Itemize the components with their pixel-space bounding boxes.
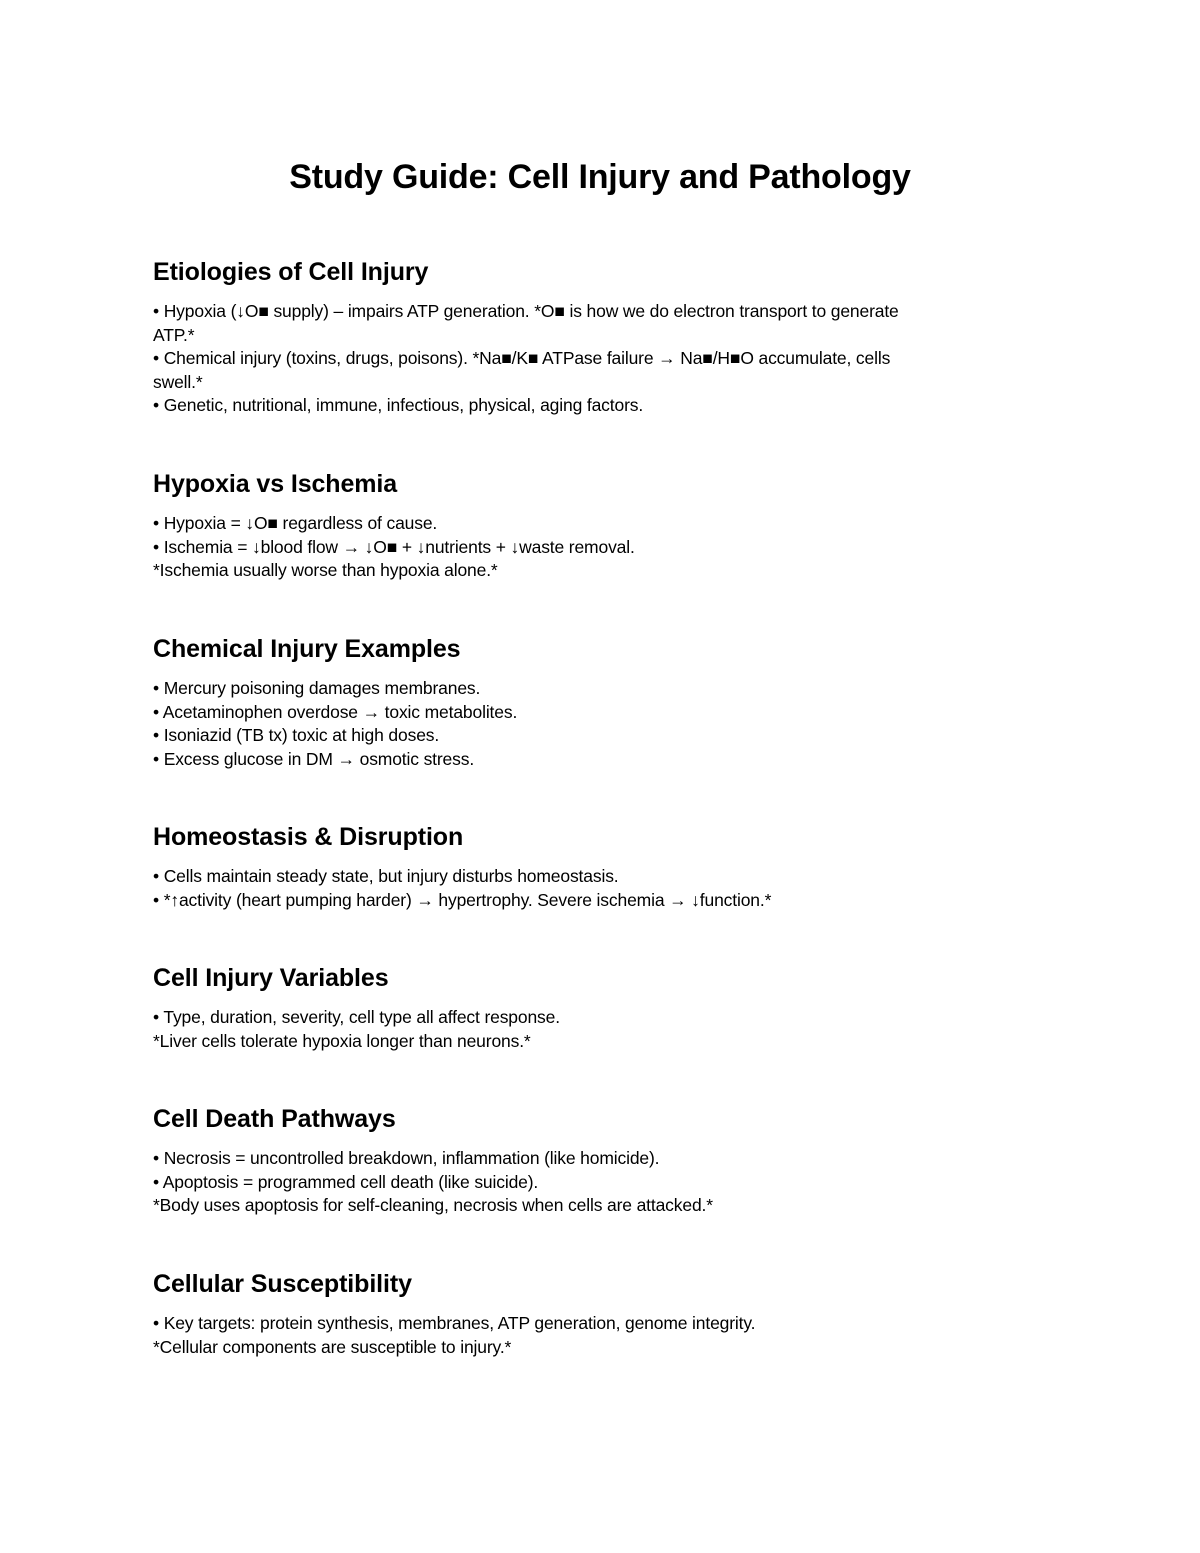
section-heading: Chemical Injury Examples — [153, 635, 461, 663]
text-line: • Isoniazid (TB tx) toxic at high doses. — [153, 725, 440, 745]
text-line: • Genetic, nutritional, immune, infectious, physical, aging factors. — [153, 395, 644, 415]
text-line: • Chemical injury (toxins, drugs, poisons). *Na■/K■ ATPase failure → Na■/H■O accumulate, cells — [153, 348, 891, 368]
text-line: • Excess glucose in DM → osmotic stress. — [153, 748, 475, 769]
text-line: *Liver cells tolerate hypoxia longer than neurons.* — [153, 1030, 531, 1051]
text-line: • Hypoxia = ↓O■ regardless of cause. — [153, 513, 438, 533]
section-body — [153, 677, 1033, 771]
section-cellular-susceptibility — [153, 1268, 1033, 1359]
text-line: • Key targets: protein synthesis, membranes, ATP generation, genome integrity. — [153, 1313, 756, 1333]
text-line: ATP.* — [153, 324, 195, 345]
section-heading: Cell Injury Variables — [153, 964, 389, 992]
text-line: • Type, duration, severity, cell type all affect response. — [153, 1007, 560, 1027]
section-heading: Homeostasis & Disruption — [153, 823, 464, 851]
text-line: • Hypoxia (↓O■ supply) – impairs ATP generation. *O■ is how we do electron transport to generate — [153, 301, 899, 321]
text-line: • Mercury poisoning damages membranes. — [153, 678, 481, 698]
section-cell-injury-variables — [153, 962, 1033, 1053]
text-line: • Necrosis = uncontrolled breakdown, inflammation (like homicide). — [153, 1148, 660, 1168]
text-line: swell.* — [153, 371, 203, 392]
text-line: • Acetaminophen overdose → toxic metabolites. — [153, 701, 518, 722]
section-heading: Cell Death Pathways — [153, 1105, 396, 1133]
text-line: *Cellular components are susceptible to injury.* — [153, 1336, 512, 1357]
page-title: Study Guide: Cell Injury and Pathology — [289, 158, 911, 196]
text-line: • *↑activity (heart pumping harder) → hypertrophy. Severe ischemia → ↓function.* — [153, 889, 772, 910]
section-body — [153, 865, 1033, 912]
text-line: *Ischemia usually worse than hypoxia alone.* — [153, 560, 498, 580]
section-heading: Hypoxia vs Ischemia — [153, 470, 398, 498]
text-line: • Apoptosis = programmed cell death (like suicide). — [153, 1171, 539, 1192]
section-hypoxia-vs-ischemia — [153, 468, 1033, 583]
section-homeostasis-disruption — [153, 821, 1033, 912]
section-body — [153, 300, 1033, 418]
section-heading: Etiologies of Cell Injury — [153, 258, 429, 286]
section-etiologies — [153, 256, 1033, 418]
section-body — [153, 1312, 1033, 1359]
text-line: • Ischemia = ↓blood flow → ↓O■ + ↓nutrients + ↓waste removal. — [153, 536, 635, 557]
text-line: • Cells maintain steady state, but injury disturbs homeostasis. — [153, 866, 619, 886]
section-chemical-injury-examples — [153, 633, 1033, 771]
section-heading: Cellular Susceptibility — [153, 1270, 412, 1298]
text-line: *Body uses apoptosis for self-cleaning, necrosis when cells are attacked.* — [153, 1195, 713, 1215]
section-body — [153, 1147, 1033, 1218]
section-body — [153, 512, 1033, 583]
section-body — [153, 1006, 1033, 1053]
section-cell-death-pathways — [153, 1103, 1033, 1218]
